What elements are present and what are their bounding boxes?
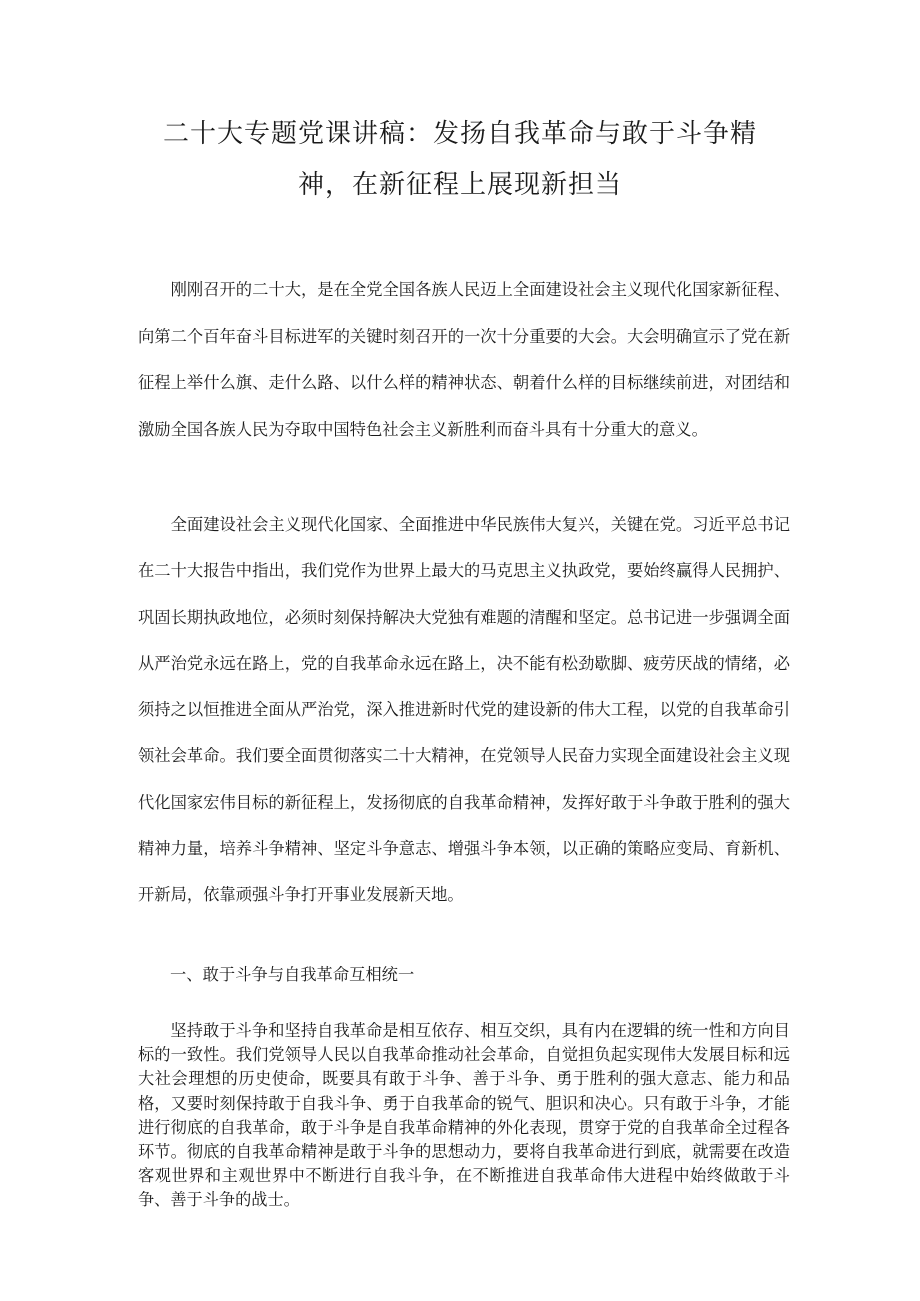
body-paragraph-1: 刚刚召开的二十大，是在全党全国各族人民迈上全面建设社会主义现代化国家新征程、向第二个百年奋斗目标进军的关键时刻召开的一次十分重要的大会。大会明确宣示了党在新征程上举什么旗、走什么路、以什么样的精神状态、朝着什么样的目标继续前进，对团结和激励全国各族人民为夺取中国特色社会主义新胜利而奋斗具有十分重大的意义。	[138, 280, 790, 440]
body-paragraph-2: 全面建设社会主义现代化国家、全面推进中华民族伟大复兴，关键在党。习近平总书记在二十大报告中指出，我们党作为世界上最大的马克思主义执政党，要始终赢得人民拥护、巩固长期执政地位，必须时刻保持解决大党独有难题的清醒和坚定。总书记进一步强调全面从严治党永远在路上，党的自我革命永远在路上，决不能有松劲歇脚、疲劳厌战的情绪，必须持之以恒推进全面从严治党，深入推进新时代党的建设新的伟大工程，以党的自我革命引领社会革命。我们要全面贯彻落实二十大精神，在党领导人民奋力实现全面建设社会主义现代化国家宏伟目标的新征程上，发扬彻底的自我革命精神，发挥好敢于斗争敢于胜利的强大精神力量，培养斗争精神、坚定斗争意志、增强斗争本领，以正确的策略应变局、育新机、开新局，依靠顽强斗争打开事业发展新天地。	[138, 515, 790, 905]
section-paragraph: 坚持敢于斗争和坚持自我革命是相互依存、相互交织，具有内在逻辑的统一性和方向目标的一致性。我们党领导人民以自我革命推动社会革命，自觉担负起实现伟大发展目标和远大社会理想的历史使命，既要具有敢于斗争、善于斗争、勇于胜利的强大意志、能力和品格，又要时刻保持敢于自我斗争、勇于自我革命的锐气、胆识和决心。只有敢于斗争，才能进行彻底的自我革命，敢于斗争是自我革命精神的外化表现，贯穿于党的自我革命全过程各环节。彻底的自我革命精神是敢于斗争的思想动力，要将自我革命进行到底，就需要在改造客观世界和主观世界中不断进行自我斗争，在不断推进自我革命伟大进程中始终做敢于斗争、善于斗争的战士。	[138, 1021, 790, 1210]
document-title-line-1: 二十大专题党课讲稿：发扬自我革命与敢于斗争精	[162, 119, 757, 149]
document-title-line-2: 神，在新征程上展现新担当	[297, 170, 622, 200]
section-heading: 一、敢于斗争与自我革命互相统一	[170, 965, 415, 984]
